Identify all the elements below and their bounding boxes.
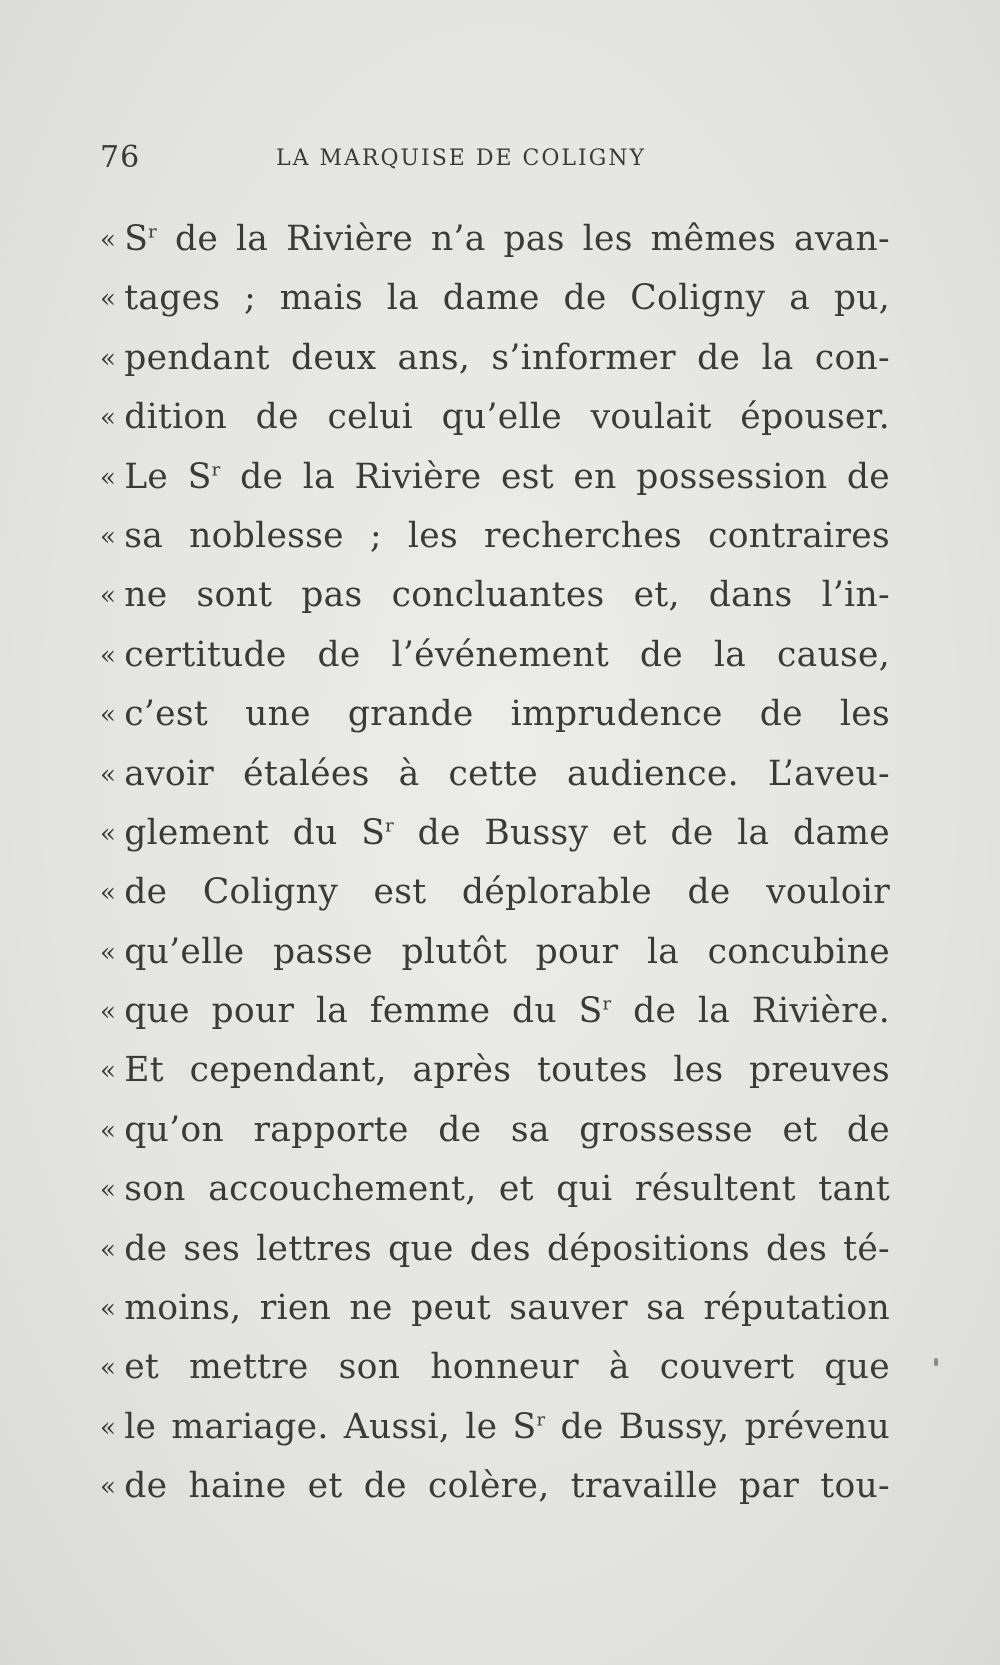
line-text: [124, 1050, 890, 1090]
line-text: [124, 754, 890, 794]
text-segment: qu’on rapporte de sa grossesse et de: [124, 1109, 890, 1150]
text-segment: ne sont pas concluantes et, dans l’in-: [124, 575, 890, 616]
text-line: [100, 804, 890, 863]
opening-quote-mark: «: [100, 403, 117, 434]
text-segment: S: [124, 219, 149, 259]
superscript: r: [211, 459, 221, 481]
text-line: [100, 269, 890, 328]
opening-quote-mark: «: [100, 1472, 117, 1503]
line-text: [124, 694, 890, 734]
text-line: [100, 626, 890, 685]
text-segment: qu’elle passe plutôt pour la concubine: [124, 931, 890, 972]
line-text: [124, 516, 890, 556]
text-line: [100, 1160, 890, 1219]
line-text: [124, 872, 890, 912]
text-segment: glement du S: [124, 812, 386, 853]
text-line: [100, 210, 890, 269]
line-text: [124, 397, 890, 437]
superscript: r: [385, 815, 395, 837]
line-text: [124, 1229, 890, 1269]
superscript: r: [536, 1409, 546, 1431]
text-segment: de ses lettres que des dépositions des té-: [124, 1228, 890, 1269]
opening-quote-mark: «: [100, 284, 117, 315]
text-segment: tages ; mais la dame de Coligny a pu,: [124, 278, 890, 319]
text-line: [100, 745, 890, 804]
line-text: [124, 457, 890, 497]
line-text: [124, 338, 890, 378]
opening-quote-mark: «: [100, 1353, 117, 1384]
text-line: [100, 1457, 890, 1516]
text-line: [100, 329, 890, 388]
opening-quote-mark: «: [100, 997, 117, 1028]
text-segment: de la Rivière n’a pas les mêmes avan-: [157, 219, 890, 259]
text-segment: c’est une grande imprudence de les: [124, 694, 890, 735]
text-segment: Le S: [124, 456, 212, 497]
opening-quote-mark: «: [100, 878, 117, 909]
opening-quote-mark: «: [100, 581, 117, 612]
text-segment: Et cependant, après toutes les preuves: [124, 1050, 890, 1091]
text-line: [100, 863, 890, 922]
opening-quote-mark: «: [100, 1056, 117, 1087]
line-text: [124, 1466, 890, 1506]
opening-quote-mark: «: [100, 343, 117, 374]
line-text: [124, 932, 890, 972]
text-segment: de la Rivière.: [611, 991, 890, 1032]
text-segment: de Coligny est déplorable de vouloir: [124, 872, 890, 913]
text-line: [100, 388, 890, 447]
opening-quote-mark: «: [100, 1234, 117, 1265]
opening-quote-mark: «: [100, 700, 117, 731]
text-line: [100, 1041, 890, 1100]
opening-quote-mark: «: [100, 462, 117, 493]
text-segment: dition de celui qu’elle voulait épouser.: [124, 397, 890, 438]
opening-quote-mark: «: [100, 1115, 117, 1146]
opening-quote-mark: «: [100, 1412, 117, 1443]
text-segment: de Bussy, prévenu: [545, 1406, 891, 1447]
text-line: [100, 507, 890, 566]
line-text: [124, 1169, 890, 1209]
line-text: [124, 1347, 890, 1387]
body-text: [100, 210, 890, 1517]
superscript: r: [148, 221, 158, 243]
text-segment: de haine et de colère, travaille par tou-: [124, 1466, 890, 1507]
text-segment: son accouchement, et qui résultent tant: [124, 1169, 890, 1210]
text-segment: de Bussy et de la dame: [394, 812, 890, 853]
line-text: [124, 1288, 890, 1328]
text-segment: pendant deux ans, s’informer de la con-: [124, 337, 890, 378]
text-line: [100, 566, 890, 625]
text-line: [100, 448, 890, 507]
opening-quote-mark: «: [100, 818, 117, 849]
line-text: [124, 219, 890, 259]
opening-quote-mark: «: [100, 1175, 117, 1206]
page-header: [100, 140, 720, 180]
text-line: [100, 982, 890, 1041]
superscript: r: [602, 993, 612, 1015]
text-line: [100, 685, 890, 744]
line-text: [124, 1407, 890, 1447]
text-segment: et mettre son honneur à couvert que: [124, 1347, 890, 1388]
text-segment: que pour la femme du S: [124, 991, 603, 1032]
line-text: [124, 575, 890, 615]
text-line: [100, 1279, 890, 1338]
line-text: [124, 991, 890, 1031]
text-line: [100, 1398, 890, 1457]
opening-quote-mark: «: [100, 225, 117, 255]
text-line: [100, 1338, 890, 1397]
line-text: [124, 813, 890, 853]
text-line: [100, 923, 890, 982]
text-line: [100, 1101, 890, 1160]
text-line: [100, 1220, 890, 1279]
opening-quote-mark: «: [100, 521, 117, 552]
text-segment: sa noblesse ; les recherches contraires: [124, 515, 890, 556]
text-segment: moins, rien ne peut sauver sa réputation: [124, 1288, 890, 1329]
opening-quote-mark: «: [100, 1294, 117, 1325]
text-segment: avoir étalées à cette audience. L’aveu-: [124, 753, 890, 794]
opening-quote-mark: «: [100, 759, 117, 790]
running-title: LA MARQUISE DE COLIGNY: [276, 146, 647, 171]
text-segment: certitude de l’événement de la cause,: [124, 634, 890, 675]
text-segment: le mariage. Aussi, le S: [124, 1406, 537, 1447]
page-number: 76: [100, 140, 141, 175]
opening-quote-mark: «: [100, 640, 117, 671]
text-segment: de la Rivière est en possession de: [220, 456, 890, 497]
opening-quote-mark: «: [100, 937, 117, 968]
line-text: [124, 1110, 890, 1150]
margin-speck: [934, 1358, 938, 1366]
line-text: [124, 278, 890, 318]
line-text: [124, 635, 890, 675]
